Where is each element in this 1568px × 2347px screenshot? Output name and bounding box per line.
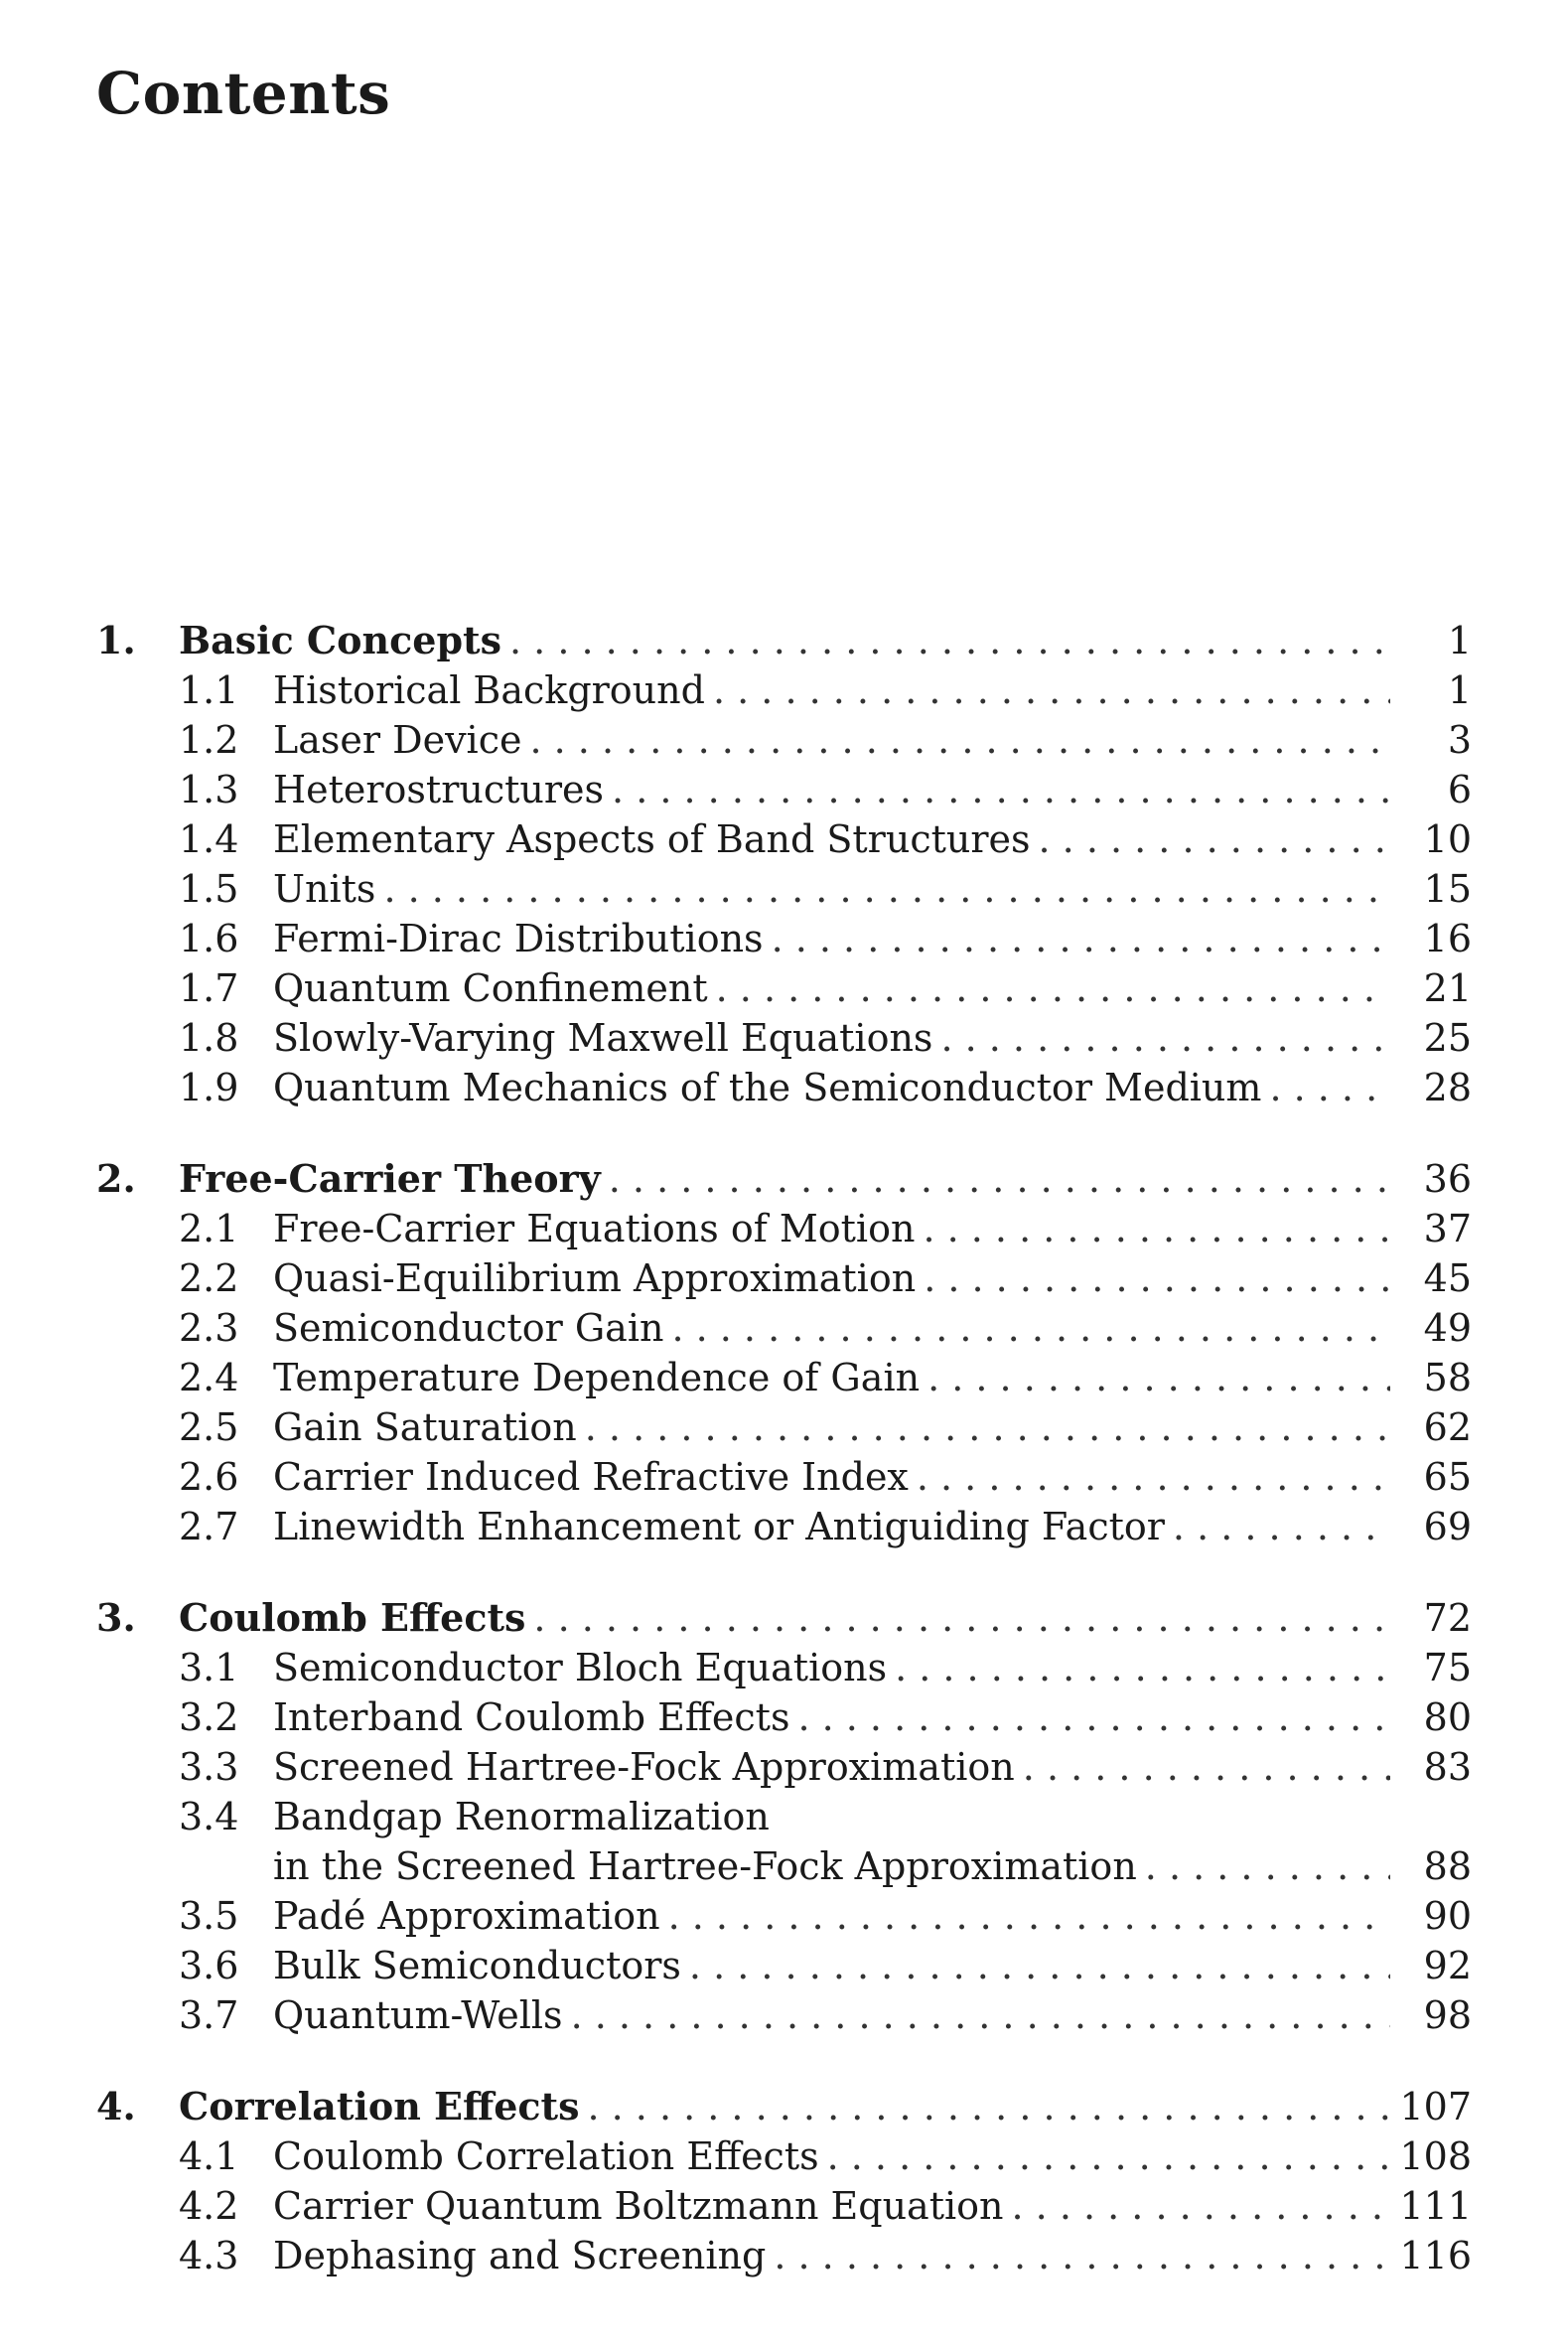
- section-title: Carrier Quantum Boltzmann Equation: [273, 2181, 1012, 2231]
- chapter-title: Coulomb Effects: [179, 1593, 533, 1643]
- section-title: Bandgap Renormalization: [273, 1792, 778, 1841]
- page-number: 36: [1423, 1157, 1472, 1201]
- section-row[interactable]: [96, 1941, 1472, 1990]
- section-number: 3.1: [179, 1646, 239, 1689]
- dot-leader: [383, 864, 1390, 914]
- section-title: Units: [273, 864, 383, 914]
- dot-leader: [609, 1154, 1390, 1204]
- section-row[interactable]: [96, 814, 1472, 864]
- page-number: 45: [1423, 1256, 1472, 1300]
- section-number: 2.4: [179, 1356, 239, 1399]
- chapter-4: [96, 2082, 1472, 2280]
- page-number: 83: [1423, 1745, 1472, 1789]
- section-title: Free-Carrier Equations of Motion: [273, 1204, 923, 1253]
- section-number: 1.2: [179, 718, 239, 762]
- page-number: 1: [1447, 668, 1472, 712]
- chapter-1: [96, 616, 1472, 1112]
- dot-leader: [571, 1990, 1390, 2040]
- page-number: 25: [1423, 1016, 1472, 1060]
- dot-leader: [509, 616, 1390, 665]
- section-number: 2.7: [179, 1505, 239, 1548]
- section-row-continued[interactable]: [96, 1841, 1472, 1891]
- section-number: 2.2: [179, 1256, 239, 1300]
- dot-leader: [1012, 2181, 1391, 2231]
- page-number: 16: [1423, 917, 1472, 960]
- section-number: 1.9: [179, 1066, 239, 1109]
- section-title: Fermi-Dirac Distributions: [273, 914, 772, 963]
- section-number: 3.3: [179, 1745, 239, 1789]
- section-title: Quasi-Equilibrium Approximation: [273, 1253, 924, 1303]
- page-number: 80: [1423, 1695, 1472, 1739]
- dot-leader: [895, 1643, 1390, 1692]
- chapter-title: Free-Carrier Theory: [179, 1154, 609, 1204]
- chapter-row[interactable]: [96, 1154, 1472, 1204]
- dot-leader: [924, 1253, 1390, 1303]
- page-number: 72: [1423, 1596, 1472, 1640]
- section-number: 1.5: [179, 867, 239, 911]
- section-title: Historical Background: [273, 665, 713, 715]
- chapter-3: [96, 1593, 1472, 2040]
- section-number: 3.5: [179, 1894, 239, 1938]
- section-title: Slowly-Varying Maxwell Equations: [273, 1013, 940, 1063]
- section-row[interactable]: [96, 1502, 1472, 1551]
- dot-leader: [797, 1692, 1390, 1742]
- section-title: Quantum Mechanics of the Semiconductor Medium: [273, 1063, 1269, 1112]
- page-number: 111: [1399, 2184, 1472, 2228]
- section-row[interactable]: [96, 963, 1472, 1013]
- page-number: 28: [1423, 1066, 1472, 1109]
- section-number: 3.2: [179, 1695, 239, 1739]
- section-number: 2.3: [179, 1306, 239, 1350]
- section-row[interactable]: [96, 2231, 1472, 2280]
- page-number: 21: [1423, 966, 1472, 1010]
- dot-leader: [772, 914, 1390, 963]
- section-number: 2.5: [179, 1405, 239, 1449]
- section-row[interactable]: [96, 2131, 1472, 2181]
- section-row[interactable]: [96, 1742, 1472, 1792]
- page-number: 49: [1423, 1306, 1472, 1350]
- dot-leader: [585, 1402, 1390, 1452]
- page-number: 75: [1423, 1646, 1472, 1689]
- section-title: Semiconductor Bloch Equations: [273, 1643, 895, 1692]
- section-row[interactable]: [96, 1063, 1472, 1112]
- page-number: 65: [1423, 1455, 1472, 1499]
- dot-leader: [689, 1941, 1390, 1990]
- dot-leader: [927, 1353, 1390, 1402]
- section-title: Linewidth Enhancement or Antiguiding Factor: [273, 1502, 1173, 1551]
- section-title: Coulomb Correlation Effects: [273, 2131, 827, 2181]
- chapter-row[interactable]: [96, 616, 1472, 665]
- section-number: 3.4: [179, 1795, 239, 1838]
- section-number: 1.4: [179, 817, 239, 861]
- page-number: 1: [1447, 619, 1472, 662]
- page-number: 15: [1423, 867, 1472, 911]
- chapter-row[interactable]: [96, 2082, 1472, 2131]
- section-title: Semiconductor Gain: [273, 1303, 671, 1353]
- section-title: Quantum-Wells: [273, 1990, 571, 2040]
- dot-leader: [940, 1013, 1390, 1063]
- page-number: 10: [1423, 817, 1472, 861]
- section-title: Screened Hartree-Fock Approximation: [273, 1742, 1023, 1792]
- dot-leader: [716, 963, 1390, 1013]
- page-number: 62: [1423, 1405, 1472, 1449]
- section-title: Padé Approximation: [273, 1891, 668, 1941]
- page-number: 88: [1423, 1844, 1472, 1888]
- section-title: Gain Saturation: [273, 1402, 585, 1452]
- dot-leader: [1269, 1063, 1390, 1112]
- section-row[interactable]: [96, 1990, 1472, 2040]
- dot-leader: [671, 1303, 1390, 1353]
- section-title: Laser Device: [273, 715, 529, 765]
- section-number: 3.6: [179, 1944, 239, 1987]
- page-number: 98: [1423, 1993, 1472, 2037]
- section-row[interactable]: [96, 1303, 1472, 1353]
- section-row[interactable]: [96, 1643, 1472, 1692]
- section-title-continued: in the Screened Hartree-Fock Approximation: [273, 1841, 1145, 1891]
- section-row[interactable]: [96, 914, 1472, 963]
- section-title: Temperature Dependence of Gain: [273, 1353, 927, 1402]
- dot-leader: [827, 2131, 1390, 2181]
- section-row[interactable]: [96, 1353, 1472, 1402]
- section-row[interactable]: [96, 1692, 1472, 1742]
- dot-leader: [1023, 1742, 1390, 1792]
- page-number: 116: [1399, 2234, 1472, 2277]
- section-title: Heterostructures: [273, 765, 612, 814]
- dot-leader: [713, 665, 1390, 715]
- chapter-title: Correlation Effects: [179, 2082, 587, 2131]
- section-number: 1.7: [179, 966, 239, 1010]
- section-title: Dephasing and Screening: [273, 2231, 774, 2280]
- page-number: 92: [1423, 1944, 1472, 1987]
- section-row[interactable]: [96, 1204, 1472, 1253]
- section-row[interactable]: [96, 1402, 1472, 1452]
- section-title: Interband Coulomb Effects: [273, 1692, 797, 1742]
- dot-leader: [774, 2231, 1390, 2280]
- section-row[interactable]: [96, 715, 1472, 765]
- section-title: Bulk Semiconductors: [273, 1941, 689, 1990]
- page-number: 6: [1447, 768, 1472, 811]
- section-number: 4.3: [179, 2234, 239, 2277]
- dot-leader: [1039, 814, 1390, 864]
- section-row[interactable]: [96, 2181, 1472, 2231]
- section-row[interactable]: [96, 864, 1472, 914]
- dot-leader: [529, 715, 1390, 765]
- chapter-number: 3.: [96, 1595, 136, 1640]
- table-of-contents: [96, 616, 1472, 2322]
- section-row[interactable]: [96, 1891, 1472, 1941]
- section-title: Carrier Induced Refractive Index: [273, 1452, 917, 1502]
- chapter-number: 2.: [96, 1156, 136, 1201]
- section-number: 1.8: [179, 1016, 239, 1060]
- page-number: 108: [1399, 2134, 1472, 2178]
- dot-leader: [923, 1204, 1390, 1253]
- section-title: Quantum Confinement: [273, 963, 716, 1013]
- dot-leader: [533, 1593, 1390, 1643]
- chapter-2: [96, 1154, 1472, 1551]
- page-number: 37: [1423, 1207, 1472, 1250]
- section-row[interactable]: [96, 1792, 1472, 1841]
- section-number: 4.2: [179, 2184, 239, 2228]
- dot-leader: [1145, 1841, 1390, 1891]
- section-row[interactable]: [96, 765, 1472, 814]
- chapter-number: 4.: [96, 2084, 136, 2128]
- section-number: 2.6: [179, 1455, 239, 1499]
- chapter-title: Basic Concepts: [179, 616, 509, 665]
- dot-leader: [1173, 1502, 1390, 1551]
- section-number: 1.3: [179, 768, 239, 811]
- page-number: 107: [1399, 2085, 1472, 2128]
- page-number: 3: [1447, 718, 1472, 762]
- chapter-row[interactable]: [96, 1593, 1472, 1643]
- section-number: 4.1: [179, 2134, 239, 2178]
- dot-leader: [917, 1452, 1390, 1502]
- section-number: 1.6: [179, 917, 239, 960]
- section-number: 1.1: [179, 668, 239, 712]
- dot-leader: [668, 1891, 1390, 1941]
- section-row[interactable]: [96, 665, 1472, 715]
- section-row[interactable]: [96, 1452, 1472, 1502]
- section-row[interactable]: [96, 1013, 1472, 1063]
- page-number: 69: [1423, 1505, 1472, 1548]
- page-title: Contents: [96, 60, 391, 127]
- section-number: 3.7: [179, 1993, 239, 2037]
- section-row[interactable]: [96, 1253, 1472, 1303]
- chapter-number: 1.: [96, 618, 136, 662]
- section-number: 2.1: [179, 1207, 239, 1250]
- dot-leader: [587, 2082, 1390, 2131]
- page-number: 58: [1423, 1356, 1472, 1399]
- section-title: Elementary Aspects of Band Structures: [273, 814, 1039, 864]
- dot-leader: [612, 765, 1390, 814]
- page-number: 90: [1423, 1894, 1472, 1938]
